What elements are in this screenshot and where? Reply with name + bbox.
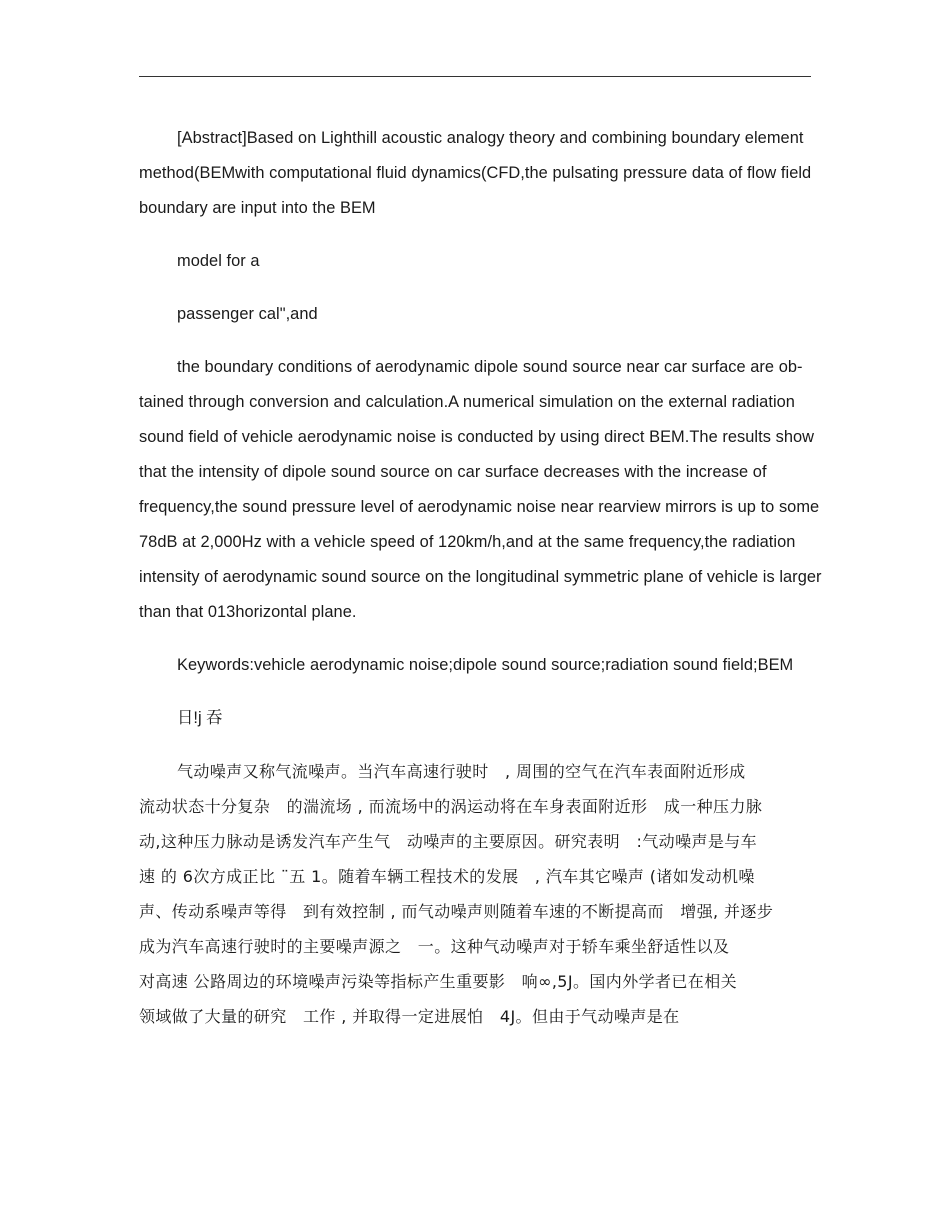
body-line: 对高速 公路周边的环境噪声污染等指标产生重要影 响∞,5J。国内外学者已在相关 (139, 972, 737, 991)
chinese-body-paragraph (139, 754, 811, 1034)
body-line: 声、传动系噪声等得 到有效控制 , 而气动噪声则随着车速的不断提高而 增强, 并逐步 (139, 902, 774, 921)
abstract-fragment-2: passenger cal",and (177, 305, 318, 323)
section-heading: 日!j 吞 (177, 709, 223, 727)
body-line: 气动噪声又称气流噪声。当汽车高速行驶时 , 周围的空气在汽车表面附近形成 (177, 762, 746, 781)
body-line: 速 的 6次方成正比 ¨五 1。随着车辆工程技术的发展 , 汽车其它噪声 (诸如发动机噪 (139, 867, 755, 886)
body-line: 领域做了大量的研究 工作 , 并取得一定进展怕 4J。但由于气动噪声是在 (139, 1007, 680, 1026)
body-line: 动,这种压力脉动是诱发汽车产生气 动噪声的主要原因。研究表明 :气动噪声是与车 (139, 832, 758, 851)
header-rule (139, 76, 811, 77)
document-body (139, 121, 829, 1034)
abstract-fragment-1: model for a (177, 252, 260, 270)
abstract-paragraph: [Abstract]Based on Lighthill acoustic analogy theory and combining boundary element method(BEMwith computational fluid dynamics(CFD,the pulsating pressure data of flow field boundary are input into the BEM (139, 129, 812, 217)
abstract-results-paragraph: the boundary conditions of aerodynamic dipole sound source near car surface are ob-tained through conversion and calculation.A numerical simulation on the external radiation sound field of vehicle aerodynamic noise is conducted by using direct BEM.The results show that the intensity of dipole sound source on car surface decreases with the increase of frequency,the sound pressure level of aerodynamic noise near rearview mirrors is up to some 78dB at 2,000Hz with a vehicle speed of 120km/h,and at the same frequency,the radiation intensity of aerodynamic sound source on the longitudinal symmetric plane of vehicle is larger than that 013horizontal plane. (139, 358, 822, 621)
keywords-paragraph: Keywords:vehicle aerodynamic noise;dipole sound source;radiation sound field;BEM (177, 656, 794, 674)
body-line: 成为汽车高速行驶时的主要噪声源之 一。这种气动噪声对于轿车乘坐舒适性以及 (139, 937, 730, 956)
body-line: 流动状态十分复杂 的湍流场 , 而流场中的涡运动将在车身表面附近形 成一种压力脉 (139, 797, 763, 816)
